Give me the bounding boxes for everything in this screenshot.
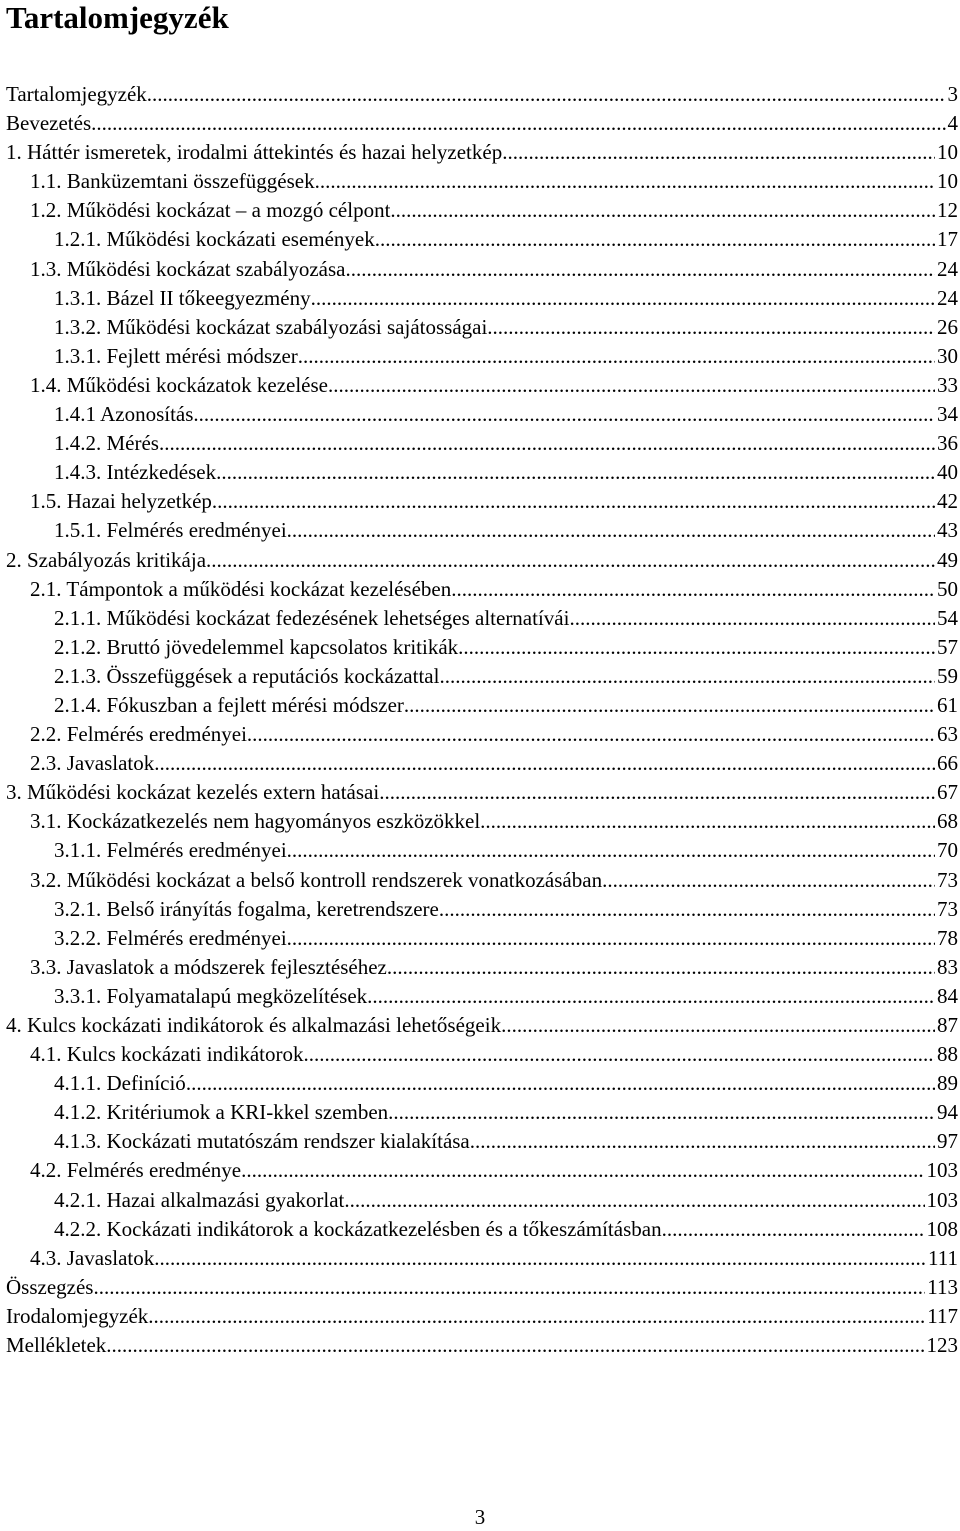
toc-leader-dots — [287, 924, 935, 953]
toc-entry[interactable] — [0, 1302, 960, 1331]
toc-leader-dots — [439, 662, 935, 691]
toc-entry[interactable] — [0, 1244, 960, 1273]
toc-entry-label: 1.3. Működési kockázat szabályozása — [30, 255, 345, 284]
toc-entry[interactable] — [0, 1040, 960, 1069]
toc-entry-label: 3.2. Működési kockázat a belső kontroll rendszerek vonatkozásában — [30, 866, 602, 895]
toc-entry-label: Összegzés — [6, 1273, 93, 1302]
toc-entry-label: 2.2. Felmérés eredményei — [30, 720, 247, 749]
toc-leader-dots — [480, 807, 935, 836]
toc-entry[interactable] — [0, 1273, 960, 1302]
toc-entry-page: 54 — [937, 605, 958, 630]
toc-entry-label: 2.1.1. Működési kockázat fedezésének lehetséges alternatívái — [54, 604, 569, 633]
toc-leader-dots — [315, 167, 935, 196]
toc-leader-dots — [328, 371, 935, 400]
toc-entry[interactable] — [0, 1186, 960, 1215]
toc-leader-dots — [106, 1331, 924, 1360]
toc-leader-dots — [344, 1186, 924, 1215]
toc-entry[interactable] — [0, 342, 960, 371]
toc-entry-page: 103 — [926, 1158, 958, 1183]
toc-entry-label: 1.4.2. Mérés — [54, 429, 159, 458]
toc-entry-page: 73 — [937, 896, 958, 921]
toc-entry-label: Mellékletek — [6, 1331, 106, 1360]
toc-entry-label: 4.1.3. Kockázati mutatószám rendszer kialakítása — [54, 1127, 470, 1156]
toc-entry[interactable] — [0, 575, 960, 604]
toc-entry-label: 3.2.2. Felmérés eredményei — [54, 924, 287, 953]
toc-leader-dots — [216, 458, 935, 487]
toc-entry[interactable] — [0, 138, 960, 167]
toc-entry-label: 4.1.1. Definíció — [54, 1069, 186, 1098]
toc-entry[interactable] — [0, 691, 960, 720]
toc-entry-page: 26 — [937, 314, 958, 339]
toc-entry-label: 3.2.1. Belső irányítás fogalma, keretrendszere — [54, 895, 439, 924]
toc-entry-page: 97 — [937, 1129, 958, 1154]
toc-entry-page: 108 — [926, 1216, 958, 1241]
toc-entry-page: 89 — [937, 1071, 958, 1096]
toc-entry-page: 87 — [937, 1013, 958, 1037]
toc-entry-page: 73 — [937, 867, 958, 892]
toc-entry-page: 49 — [937, 547, 958, 572]
toc-entry-label: Bevezetés — [6, 109, 91, 138]
toc-entry-label: 1.1. Banküzemtani összefüggések — [30, 167, 315, 196]
toc-leader-dots — [154, 749, 935, 778]
toc-entry-page: 30 — [937, 343, 958, 368]
toc-entry[interactable] — [0, 1011, 960, 1040]
toc-entry-label: 3.1. Kockázatkezelés nem hagyományos eszközökkel — [30, 807, 480, 836]
toc-leader-dots — [458, 633, 935, 662]
toc-entry[interactable] — [0, 807, 960, 836]
toc-entry[interactable] — [0, 778, 960, 807]
toc-entry-page: 12 — [937, 198, 958, 223]
toc-entry-page: 83 — [937, 954, 958, 979]
toc-entry-page: 67 — [937, 780, 958, 805]
page-number: 3 — [474, 1505, 486, 1529]
toc-entry-label: Tartalomjegyzék — [6, 80, 147, 109]
toc-leader-dots — [390, 196, 935, 225]
toc-entry-label: 1.4. Működési kockázatok kezelése — [30, 371, 328, 400]
toc-entry-page: 103 — [926, 1187, 958, 1212]
toc-leader-dots — [247, 720, 935, 749]
toc-entry[interactable] — [0, 371, 960, 400]
toc-entry[interactable] — [0, 749, 960, 778]
toc-entry-page: 43 — [937, 518, 958, 543]
toc-leader-dots — [404, 691, 935, 720]
toc-leader-dots — [662, 1215, 925, 1244]
toc-entry[interactable] — [0, 720, 960, 749]
toc-leader-dots — [345, 255, 935, 284]
toc-entry[interactable] — [0, 662, 960, 691]
toc-entry-label: 1.5. Hazai helyzetkép — [30, 487, 212, 516]
toc-entry[interactable] — [0, 1127, 960, 1156]
toc-entry[interactable] — [0, 429, 960, 458]
toc-entry[interactable] — [0, 924, 960, 953]
toc-leader-dots — [502, 138, 935, 167]
toc-entry-page: 24 — [937, 256, 958, 281]
toc-entry-page: 42 — [937, 489, 958, 514]
toc-entry-label: 1.2.1. Működési kockázati események — [54, 225, 375, 254]
toc-entry-label: 1.4.1 Azonosítás — [54, 400, 193, 429]
toc-entry-label: 4.2. Felmérés eredménye — [30, 1156, 241, 1185]
toc-entry[interactable] — [0, 1331, 960, 1360]
toc-leader-dots — [186, 1069, 935, 1098]
toc-leader-dots — [388, 1098, 935, 1127]
toc-leader-dots — [311, 284, 935, 313]
toc-entry[interactable] — [0, 633, 960, 662]
toc-entry-page: 33 — [937, 372, 958, 397]
toc-entry-label: 4.3. Javaslatok — [30, 1244, 154, 1273]
toc-entry-label: 3.1.1. Felmérés eredményei — [54, 836, 287, 865]
toc-entry[interactable] — [0, 1069, 960, 1098]
toc-entry-page: 61 — [937, 692, 958, 717]
toc-entry-label: 3.3. Javaslatok a módszerek fejlesztéséhez — [30, 953, 387, 982]
toc-leader-dots — [304, 1040, 935, 1069]
toc-entry-label: 2.3. Javaslatok — [30, 749, 154, 778]
toc-leader-dots — [193, 400, 935, 429]
toc-leader-dots — [159, 429, 935, 458]
toc-leader-dots — [93, 1273, 925, 1302]
toc-leader-dots — [206, 546, 935, 575]
toc-entry[interactable] — [0, 487, 960, 516]
toc-entry-page: 78 — [937, 925, 958, 950]
toc-leader-dots — [91, 109, 945, 138]
toc-leader-dots — [212, 487, 935, 516]
toc-entry-page: 117 — [927, 1303, 958, 1328]
toc-leader-dots — [287, 836, 935, 865]
table-of-contents — [0, 80, 960, 1360]
toc-leader-dots — [375, 225, 935, 254]
toc-entry[interactable] — [0, 80, 960, 109]
toc-leader-dots — [451, 575, 935, 604]
toc-entry-page: 50 — [937, 576, 958, 601]
toc-leader-dots — [602, 866, 935, 895]
page-title: Tartalomjegyzék — [6, 0, 229, 35]
toc-entry-label: 2.1.2. Bruttó jövedelemmel kapcsolatos kritikák — [54, 633, 458, 662]
toc-leader-dots — [147, 80, 946, 109]
toc-entry-label: 3.3.1. Folyamatalapú megközelítések — [54, 982, 367, 1011]
toc-entry[interactable] — [0, 982, 960, 1011]
toc-entry[interactable] — [0, 225, 960, 254]
toc-entry-label: 1.4.3. Intézkedések — [54, 458, 216, 487]
toc-entry[interactable] — [0, 953, 960, 982]
toc-leader-dots — [148, 1302, 925, 1331]
toc-leader-dots — [470, 1127, 935, 1156]
toc-entry-label: 4.1.2. Kritériumok a KRI-kkel szemben — [54, 1098, 388, 1127]
toc-leader-dots — [379, 778, 935, 807]
toc-entry-label: 2. Szabályozás kritikája — [6, 546, 206, 575]
toc-entry-page: 3 — [947, 82, 958, 106]
toc-entry-label: 1. Háttér ismeretek, irodalmi áttekintés és hazai helyzetkép — [6, 138, 502, 167]
toc-entry-label: 4. Kulcs kockázati indikátorok és alkalmazási lehetőségeik — [6, 1011, 501, 1040]
toc-entry[interactable] — [0, 836, 960, 865]
toc-leader-dots — [439, 895, 935, 924]
toc-entry-page: 123 — [926, 1333, 958, 1358]
toc-entry-page: 66 — [937, 751, 958, 776]
toc-entry[interactable] — [0, 196, 960, 225]
toc-leader-dots — [241, 1156, 924, 1185]
toc-entry-page: 10 — [937, 169, 958, 194]
toc-entry-label: 2.1.3. Összefüggések a reputációs kockázattal — [54, 662, 439, 691]
toc-entry[interactable] — [0, 895, 960, 924]
toc-entry-page: 63 — [937, 722, 958, 747]
toc-leader-dots — [569, 604, 935, 633]
toc-entry-page: 17 — [937, 227, 958, 252]
toc-entry[interactable] — [0, 109, 960, 138]
toc-entry-label: 1.3.1. Bázel II tőkeegyezmény — [54, 284, 311, 313]
toc-entry[interactable] — [0, 255, 960, 284]
toc-leader-dots — [487, 313, 935, 342]
toc-entry-label: 4.2.1. Hazai alkalmazási gyakorlat — [54, 1186, 344, 1215]
toc-leader-dots — [387, 953, 935, 982]
toc-leader-dots — [367, 982, 935, 1011]
toc-leader-dots — [298, 342, 935, 371]
toc-entry-page: 70 — [937, 838, 958, 863]
toc-entry-label: 2.1. Támpontok a működési kockázat kezelésében — [30, 575, 451, 604]
toc-entry-page: 68 — [937, 809, 958, 834]
toc-entry-label: 4.1. Kulcs kockázati indikátorok — [30, 1040, 304, 1069]
toc-entry-page: 24 — [937, 285, 958, 310]
toc-entry-label: Irodalomjegyzék — [6, 1302, 148, 1331]
toc-entry[interactable] — [0, 1156, 960, 1185]
toc-entry-page: 113 — [927, 1274, 958, 1299]
toc-leader-dots — [287, 516, 935, 545]
toc-entry[interactable] — [0, 167, 960, 196]
toc-entry[interactable] — [0, 284, 960, 313]
toc-entry-page: 40 — [937, 460, 958, 485]
toc-entry[interactable] — [0, 1098, 960, 1127]
toc-entry[interactable] — [0, 313, 960, 342]
toc-entry-label: 1.5.1. Felmérés eredményei — [54, 516, 287, 545]
toc-entry[interactable] — [0, 1215, 960, 1244]
toc-entry[interactable] — [0, 546, 960, 575]
toc-entry-page: 57 — [937, 634, 958, 659]
toc-entry-label: 1.2. Működési kockázat – a mozgó célpont — [30, 196, 390, 225]
toc-entry[interactable] — [0, 516, 960, 545]
toc-entry[interactable] — [0, 400, 960, 429]
toc-leader-dots — [154, 1244, 926, 1273]
toc-entry-label: 4.2.2. Kockázati indikátorok a kockázatkezelésben és a tőkeszámításban — [54, 1215, 662, 1244]
toc-entry-page: 94 — [937, 1100, 958, 1125]
toc-entry-label: 1.3.1. Fejlett mérési módszer — [54, 342, 298, 371]
toc-entry[interactable] — [0, 866, 960, 895]
toc-entry-page: 10 — [937, 140, 958, 165]
toc-entry-page: 59 — [937, 663, 958, 688]
toc-entry[interactable] — [0, 604, 960, 633]
toc-entry-label: 2.1.4. Fókuszban a fejlett mérési módszer — [54, 691, 404, 720]
toc-entry[interactable] — [0, 458, 960, 487]
toc-entry-page: 36 — [937, 431, 958, 456]
toc-entry-page: 84 — [937, 983, 958, 1008]
toc-leader-dots — [501, 1011, 935, 1040]
toc-entry-page: 4 — [947, 111, 958, 136]
toc-entry-label: 3. Működési kockázat kezelés extern hatásai — [6, 778, 379, 807]
toc-entry-label: 1.3.2. Működési kockázat szabályozási sajátosságai — [54, 313, 487, 342]
toc-entry-page: 34 — [937, 402, 958, 427]
toc-entry-page: 88 — [937, 1042, 958, 1067]
toc-entry-page: 111 — [928, 1245, 958, 1270]
